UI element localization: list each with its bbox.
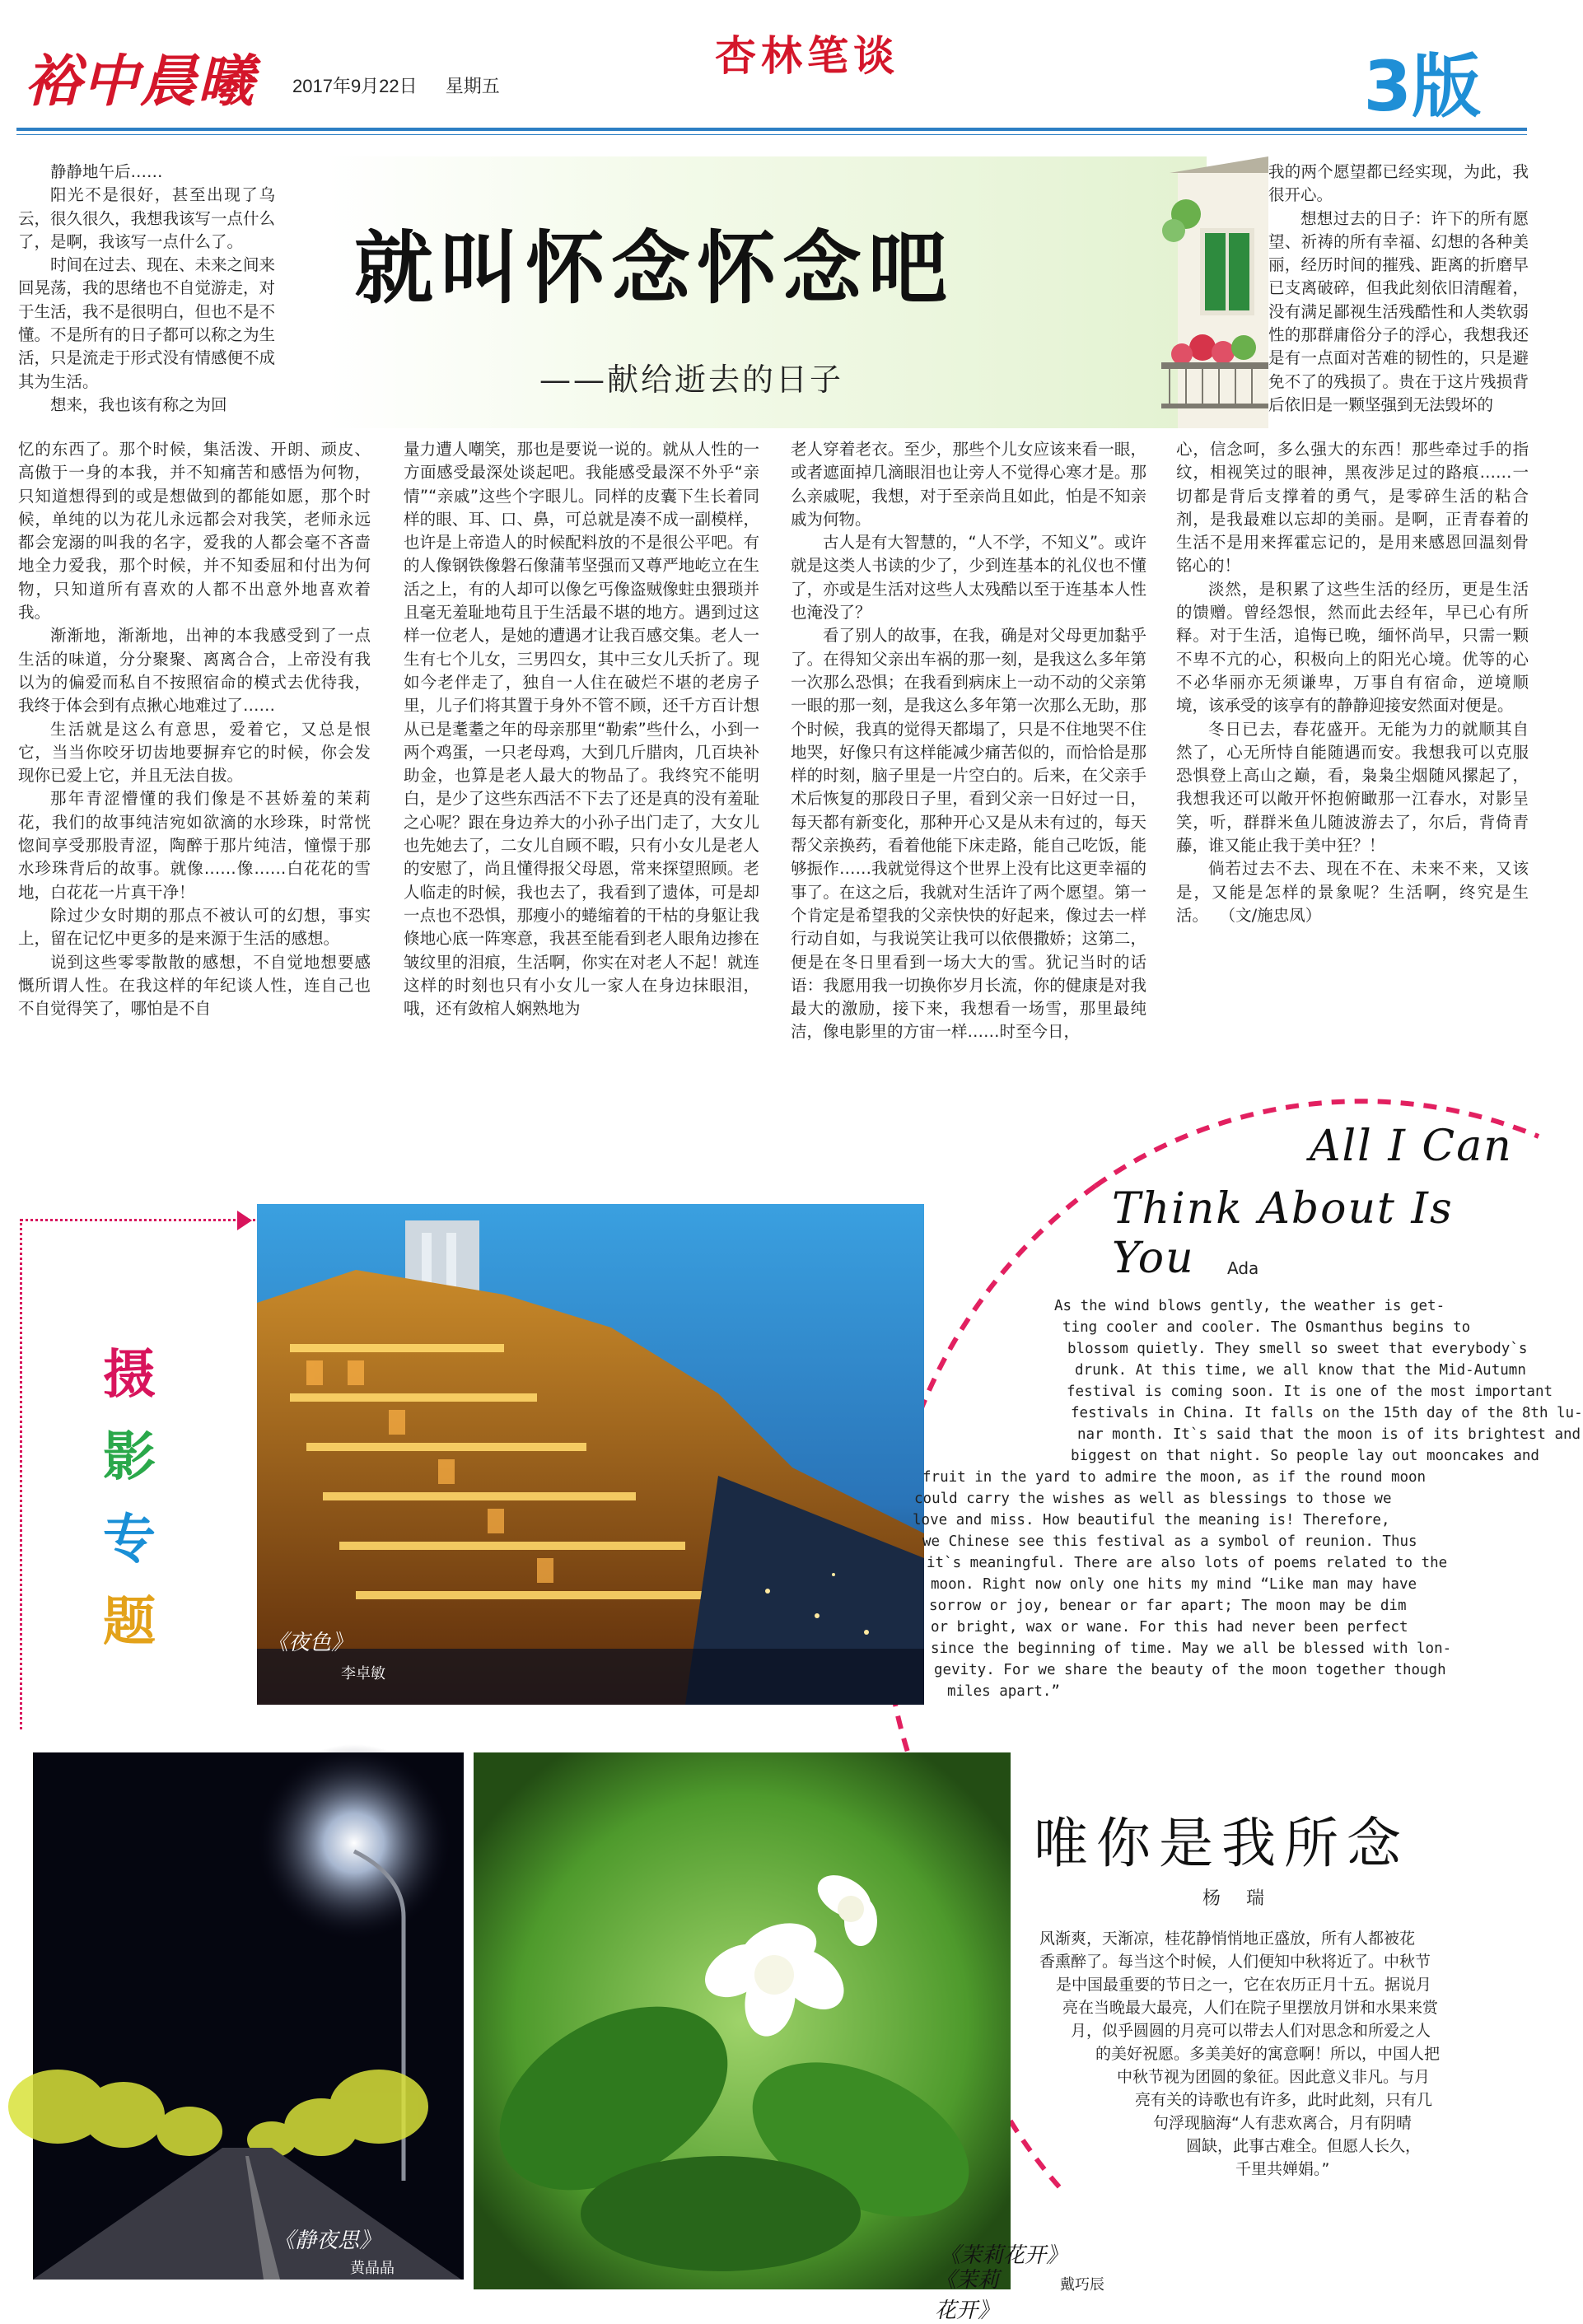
photo-credit: 戴巧辰 [1060, 2276, 1104, 2294]
chinese-text-line: 是中国最重要的节日之一，它在农历正月十五。据说月 [1056, 1976, 1432, 1994]
chinese-text-line: 香熏醉了。每当这个时候，人们便知中秋将近了。中秋节 [1039, 1953, 1431, 1971]
paragraph: 时间在过去、现在、未来之间来回晃荡，我的思绪也不自觉游走，对于生活，我不是很明白，但也不是不懂。不是所有的日子都可以称之为生活，只是流走于形式没有情感便不成其为生活。 [18, 255, 276, 391]
photo-caption: 《夜色》 [267, 1631, 353, 1655]
paragraph: 生活就是这么有意思，爱着它，又总是恨它，当当你咬牙切齿地要摒弃它的时候，你会发现你已爱上它，并且无法自拔。 [18, 719, 371, 786]
english-title-line2: Think About Is You [1112, 1184, 1454, 1283]
night-city-image [257, 1204, 924, 1705]
paragraph: 量力遭人嘲笑，那也是要说一说的。就从人性的一方面感受最深处谈起吧。我能感受最深不外乎“亲情”“亲戚”这些个字眼儿。同样的皮囊下生长着同样的眼、耳、口、鼻，可总就是凑不成一副模样，也许是上帝造人的时候配料放的不是很公平吧。有的人像钢铁像磐石像蒲苇坚强而又尊严地屹立在生活之上，有的人却可以像乞丐像盗贼像蛀虫猥琐并且毫无羞耻地苟且于生活最不堪的地方。遇到过这样一位老人，是她的遭遇才让我百感交集。老人一生有七个儿女，三男四女，其中三女儿夭折了。现如今老伴走了，独自一人住在破烂不堪的老房子里，儿子们将其置于身外不管不顾，还千方百计想从已是耄耋之年的母亲那里“勒索”些什么，小到一两个鸡蛋，一只老母鸡，大到几斤腊肉，几百块补助金，也算是老人最大的物品了。我终究不能明白，是少了这些东西活不下去了还是真的没有羞耻之心呢？跟在身边养大的小孙子出门走了，大女儿也先她去了，二女儿自顾不暇，只有小女儿是老人的安慰了，尚且懂得报父母恩，常来探望照顾。老人临走的时候，我也去了，我看到了遗体，可是却一点也不恐惧，那瘦小的蜷缩着的干枯的身躯让我倏地心底一阵寒意，我甚至能看到老人眼角边掺在皱纹里的泪痕，生活啊，你实在对老人不起！就连这样的时刻也只有小女儿一家人在身边抹眼泪，哦，还有敛棺人娴熟地为 [404, 440, 759, 1019]
balcony-illustration [1153, 156, 1268, 428]
essay-column-3 [791, 438, 1146, 1163]
paragraph: 渐渐地，渐渐地，出神的本我感受到了一点生活的味道，分分聚聚、离离合合，上帝没有我以为的偏爱而私自不按照宿命的模式去优待我，我终于体会到有点揪心地难过了…… [18, 626, 371, 716]
header-rule-thin [16, 134, 1527, 135]
publication-date [292, 72, 523, 98]
photo-credit: 黄晶晶 [350, 2260, 395, 2277]
paragraph: 静静地午后…… [50, 162, 163, 181]
photo-caption: 《茉莉花开》 [935, 2268, 1000, 2323]
paragraph: 忆的东西了。那个时候，集活泼、开朗、顽皮、高傲于一身的本我，并不知痛苦和感悟为何物，只知道想得到的或是想做到的都能如愿，那个时候，单纯的以为花儿永远都会对我笑，老师永远都会宠溺的叫我的名字，爱我的人都会毫不吝啬地全力爱我，那个时候，并不知委屈和付出为何物，只知道所有喜欢的人都不出意外地喜欢着我。 [18, 440, 371, 623]
english-text-line: moon. Right now only one hits my mind “Like man may have [931, 1576, 1417, 1593]
jasmine-image [474, 1752, 1011, 2289]
paragraph: 除过少女时期的那点不被认可的幻想，事实上，留在记忆中更多的是来源于生活的感想。 [18, 905, 371, 949]
paragraph: 想来，我也该有称之为回 [50, 394, 227, 414]
photo-feature-title [92, 1334, 166, 1664]
english-title-line1: All I Can [1310, 1122, 1513, 1171]
english-text-line: blossom quietly. They smell so sweet that everybody`s [1067, 1341, 1528, 1357]
english-text-line: biggest on that night. So people lay out mooncakes and [1071, 1448, 1539, 1464]
english-text-line: ting cooler and cooler. The Osmanthus begins to [1062, 1319, 1471, 1336]
english-text-line: it`s meaningful. There are also lots of poems related to the [927, 1555, 1448, 1571]
chinese-text-line: 风渐爽，天渐凉，桂花静悄悄地正盛放，所有人都被花 [1039, 1930, 1416, 1948]
page-number: 3版 [1363, 46, 1481, 127]
chinese-text-line: 中秋节视为团圆的象征。因此意义非凡。与月 [1117, 2068, 1431, 2086]
paragraph: 心，信念呵，多么强大的东西！那些牵过手的指纹，相视笑过的眼神，黑夜涉足过的路痕……一切都是背后支撑着的勇气，是零碎生活的粘合剂，是我最难以忘却的美丽。是啊，正青春着的生活不是用来挥霍忘记的，是用来感恩回温刻骨铭心的！ [1176, 440, 1529, 576]
weekday-text: 星期五 [445, 76, 500, 96]
essay-column-1-top [18, 161, 275, 437]
chinese-text-line: 月，似乎圆圆的月亮可以带去人们对思念和所爱之人 [1071, 2022, 1431, 2040]
chinese-text-line: 的美好祝愿。多美美好的寓意啊！所以，中国人把 [1095, 2045, 1441, 2063]
essay-column-4 [1176, 438, 1529, 1031]
english-text-line: since the beginning of time. May we all be blessed with lon- [931, 1640, 1452, 1657]
chinese-text-line: 亮有关的诗歌也有许多，此时此刻，只有几 [1135, 2091, 1433, 2109]
paragraph: 说到这些零零散散的感想，不自觉地想要感慨所谓人性。在我这样的年纪谈人性，连自己也不自觉得笑了，哪怕是不自 [18, 952, 371, 1019]
paragraph: 想想过去的日子：许下的所有愿望、祈祷的所有幸福、幻想的各种美丽，经历时间的摧残、距离的折磨早已支离破碎，但我此刻依旧清醒着，没有满足鄙视生活残酷性和人类软弱性的那群庸俗分子的浮心，我想我还是有一点面对苦难的韧性的，只是避免不了的残损了。贵在于这片残损背后依旧是一颗坚强到无法毁坏的 [1268, 208, 1529, 414]
essay-subtitle: ——献给逝去的日子 [539, 362, 844, 398]
essay-title: 就叫怀念怀念吧 [354, 222, 954, 315]
chinese-text-line: 千里共婵娟。” [1235, 2160, 1330, 2178]
english-text-line: fruit in the yard to admire the moon, as if the round moon [922, 1469, 1427, 1486]
english-text-line: sorrow or joy, benear or far apart; The moon may be dim [929, 1598, 1407, 1614]
english-text-line: festivals in China. It falls on the 15th day of the 8th lu- [1071, 1405, 1583, 1421]
paragraph-text: 倘若过去不去、现在不在、未来不来，又该是，又能是怎样的景象呢？生活啊，终究是生活。 [1176, 859, 1529, 925]
paragraph: 淡然，是积累了这些生活的经历，更是生活的馈赠。曾经怨恨，然而此去经年，早已心有所释。对于生活，追悔已晚，缅怀尚早，只需一颗不卑不亢的心，积极向上的阳光心境。优等的心不必华丽亦无须谦卑，万事自有宿命，逆境顺境，该承受的该享有的静静迎接安然面对便是。 [1176, 579, 1529, 716]
english-text-line: miles apart.” [947, 1683, 1060, 1700]
paragraph: 古人是有大智慧的，“人不学，不知义”。或许就是这类人书读的少了，少到连基本的礼仪也不懂了，亦或是生活对这些人太残酷以至于连基本人性也淹没了？ [791, 533, 1146, 623]
paragraph: 冬日已去，春花盛开。无能为力的就顺其自然了，心无所恃自能随遇而安。我想我可以克服恐惧登上高山之巅，看，枭枭尘烟随风摞起了，我想我还可以敞开怀抱俯瞰那一江春水，对影呈笑，听，群群米鱼儿随波游去了，尔后，背倚青藤，谁又能止我于美中狂？！ [1176, 719, 1529, 856]
essay-column-4-top [1268, 161, 1529, 437]
english-text-line: or bright, wax or wane. For this had never been perfect [931, 1619, 1408, 1636]
essay-column-2 [404, 438, 759, 1163]
frame-arrow-icon [237, 1211, 252, 1230]
date-text: 2017年9月22日 [292, 76, 418, 96]
chinese-text-line: 圆缺，此事古难全。但愿人长久， [1186, 2137, 1422, 2155]
english-text-line: love and miss. How beautiful the meaning is! Therefore, [913, 1512, 1390, 1528]
header-rule [16, 128, 1527, 131]
paragraph: 我的两个愿望都已经实现，为此，我很开心。 [1268, 162, 1529, 205]
photo-caption: 《茉莉花开》 [939, 2243, 1068, 2268]
chinese-short-title: 唯你是我所念 [1034, 1812, 1409, 1875]
chinese-text-line: 句浮现脑海“人有悲欢离合，月有阴晴 [1153, 2114, 1412, 2132]
essay-column-1 [18, 438, 371, 1163]
night-road-image [33, 1752, 464, 2280]
photo-credit: 李卓敏 [341, 1665, 385, 1682]
feature-title-char: 题 [103, 1591, 156, 1653]
photo-jasmine [474, 1752, 1011, 2323]
paragraph: 那年青涩懵懂的我们像是不甚娇羞的茉莉花，我们的故事纯洁宛如欲滴的水珍珠，时常恍惚间享受那股青涩，陶醉于那片纯洁，憧憬于那水珍珠背后的故事。就像……像……白花花的雪地，白花花一片真干净！ [18, 789, 371, 902]
feature-title-char: 摄 [103, 1344, 156, 1406]
paragraph [1176, 857, 1529, 927]
paragraph: 看了别人的故事，在我，确是对父母更加黏乎了。在得知父亲出车祸的那一刻，是我这么多年第一次那么恐惧；在我看到病床上一动不动的父亲第一眼的那一刻，是我这么多年第一次那么无助，那个时候，我真的觉得天都塌了，只是不住地哭不住地哭，好像只有这样能减少痛苦似的，而恰恰是那样的时刻，脑子里是一片空白的。后来，在父亲手术后恢复的那段日子里，看到父亲一日好过一日，每天都有新变化，那种开心又是从未有过的，每天帮父亲换药，看着他能下床走路，能自己吃饭，能够振作……我就觉得这个世界上没有比这更幸福的事了。在这之后，我就对生活许了两个愿望。第一个肯定是希望我的父亲快快的好起来，像过去一样行动自如，与我说笑让我可以依偎撒娇；这第二，便是在冬日里看到一场大大的雪。犹记当时的话语：我愿用我一切换你岁月长流，你的健康是对我最大的激励，接下来，我想看一场雪，那里最纯洁，像电影里的方宙一样……时至今日， [791, 626, 1146, 1042]
section-title: 杏林笔谈 [715, 32, 899, 80]
chinese-text-line: 亮在当晚最大最亮，人们在院子里摆放月饼和水果来赏 [1062, 1999, 1439, 2017]
masthead: 裕中晨曦 [25, 49, 256, 114]
english-text-line: festival is coming soon. It is one of the most important [1067, 1384, 1553, 1400]
feature-title-char: 专 [103, 1509, 156, 1570]
english-author: Ada [1227, 1258, 1259, 1278]
essay-byline: （文/施忠凤） [1227, 905, 1322, 925]
english-text-line: nar month. It`s said that the moon is of its brightest and [1077, 1426, 1581, 1443]
chinese-short-author: 杨 瑞 [1202, 1888, 1274, 1909]
english-text-line: could carry the wishes as well as blessings to those we [914, 1491, 1392, 1507]
paragraph: 阳光不是很好，甚至出现了乌云，很久很久，我想我该写一点什么了，是啊，我该写一点什么了。 [18, 185, 276, 251]
photo-night-city [257, 1204, 924, 1705]
english-text-line: As the wind blows gently, the weather is get- [1054, 1298, 1445, 1314]
feature-title-char: 影 [103, 1426, 156, 1488]
paragraph: 老人穿着老衣。至少，那些个儿女应该来看一眼，或者遮面掉几滴眼泪也让旁人不觉得心寒才是。那么亲戚呢，我想，对于至亲尚且如此，怕是不知亲戚为何物。 [791, 440, 1146, 529]
english-text-line: gevity. For we share the beauty of the moon together though [934, 1662, 1446, 1678]
photo-caption: 《静夜思》 [273, 2228, 381, 2253]
english-text-line: we Chinese see this festival as a symbol of reunion. Thus [922, 1533, 1417, 1550]
english-text-line: drunk. At this time, we all know that the Mid-Autumn [1075, 1362, 1526, 1379]
photo-night-road [33, 1752, 464, 2280]
